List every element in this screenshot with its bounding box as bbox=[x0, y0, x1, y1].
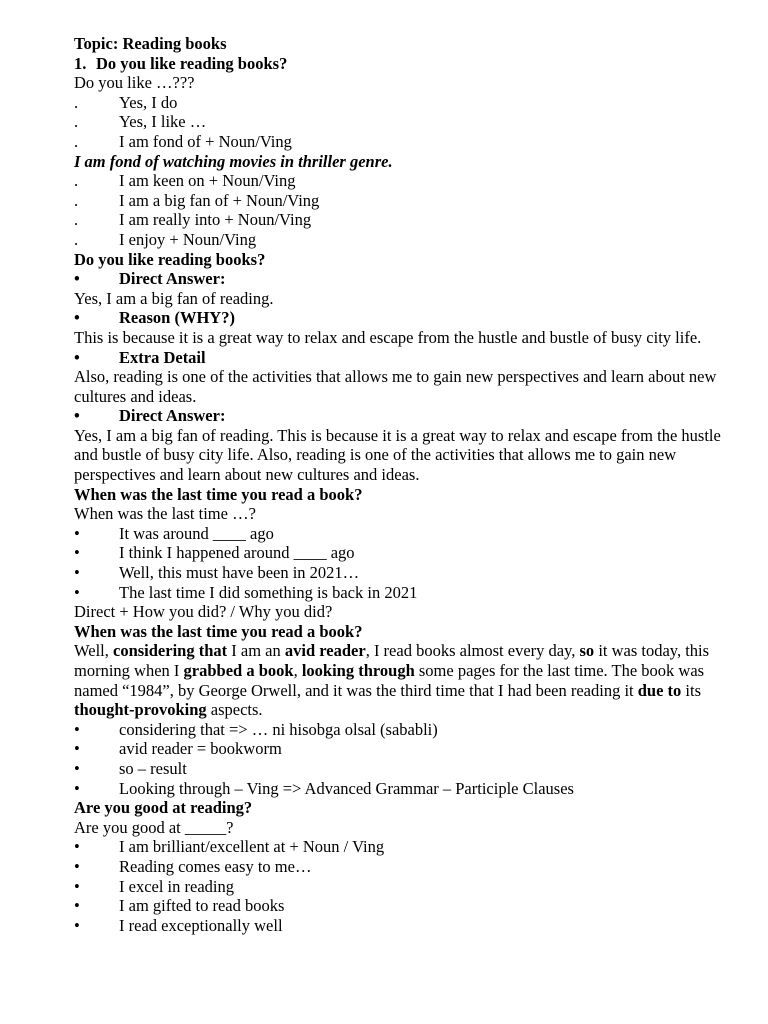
text-run: its bbox=[681, 680, 701, 700]
list-item bbox=[74, 171, 734, 191]
list-item-text: I am brilliant/excellent at + Noun / Ving bbox=[119, 837, 385, 857]
text-run: I am an bbox=[227, 641, 285, 661]
list-item bbox=[74, 93, 734, 113]
model-answer-paragraph bbox=[74, 641, 734, 719]
heading-last-time: When was the last time you read a book? bbox=[74, 484, 363, 504]
bold-phrase: so bbox=[579, 641, 595, 661]
list-item bbox=[74, 583, 734, 603]
bullet-marker: • bbox=[74, 347, 80, 367]
list-marker: • bbox=[74, 758, 80, 778]
extra-label: Extra Detail bbox=[119, 347, 206, 367]
question-1 bbox=[74, 54, 734, 74]
heading-last-time-2: When was the last time you read a book? bbox=[74, 621, 363, 641]
list-item bbox=[74, 779, 734, 799]
reason-label: Reason (WHY?) bbox=[119, 308, 235, 328]
bullet-marker: • bbox=[74, 406, 80, 426]
list-item-text: Looking through – Ving => Advanced Grammar – Participle Clauses bbox=[119, 778, 574, 798]
text-run: , bbox=[293, 661, 302, 680]
list-item bbox=[74, 896, 734, 916]
list-marker: • bbox=[74, 543, 80, 563]
text-run: , I read books almost every day, bbox=[365, 641, 580, 661]
list-marker: • bbox=[74, 719, 80, 739]
list-item-text: Well, this must have been in 2021… bbox=[119, 563, 360, 583]
direct-answer2-label: Direct Answer: bbox=[119, 406, 226, 426]
list-item-text: I am really into + Noun/Ving bbox=[119, 210, 312, 230]
list-item-text: I read exceptionally well bbox=[119, 915, 283, 935]
direct-answer2-label-row bbox=[74, 406, 734, 426]
dot-list-1 bbox=[74, 93, 734, 152]
list-item-text: Yes, I like … bbox=[119, 112, 207, 132]
bullet-list-good bbox=[74, 837, 734, 935]
list-marker: • bbox=[74, 896, 80, 916]
bullet-list-vocab bbox=[74, 720, 734, 798]
list-item-text: It was around ____ ago bbox=[119, 523, 274, 543]
list-item-text: I excel in reading bbox=[119, 876, 234, 896]
list-marker: . bbox=[74, 190, 79, 210]
list-item-text: The last time I did something is back in 2021 bbox=[119, 582, 418, 602]
document-body bbox=[74, 34, 734, 935]
list-item-text: Yes, I do bbox=[119, 92, 178, 112]
list-marker: • bbox=[74, 582, 80, 602]
list-item bbox=[74, 563, 734, 583]
direct-answer-label: Direct Answer: bbox=[119, 269, 226, 289]
list-marker: . bbox=[74, 210, 79, 230]
example-sentence: I am fond of watching movies in thriller genre. bbox=[74, 151, 393, 171]
list-marker: • bbox=[74, 739, 80, 759]
list-marker: . bbox=[74, 112, 79, 132]
bold-phrase: thought-provoking bbox=[74, 700, 207, 720]
list-marker: • bbox=[74, 915, 80, 935]
list-item-text: I enjoy + Noun/Ving bbox=[119, 229, 257, 249]
question-text: Do you like reading books? bbox=[96, 53, 288, 73]
list-item-text: so – result bbox=[119, 758, 187, 778]
direct-how-note: Direct + How you did? / Why you did? bbox=[74, 602, 333, 622]
list-item bbox=[74, 230, 734, 250]
heading-good-at-reading: Are you good at reading? bbox=[74, 798, 253, 818]
bullet-marker: • bbox=[74, 308, 80, 328]
list-item-text: considering that => … ni hisobga olsal (sababli) bbox=[119, 719, 438, 739]
bold-phrase: looking through bbox=[301, 661, 415, 680]
topic-heading: Topic: Reading books bbox=[74, 34, 227, 53]
list-marker: . bbox=[74, 131, 79, 151]
list-item-text: Reading comes easy to me… bbox=[119, 856, 312, 876]
reason-label-row bbox=[74, 308, 734, 328]
bullet-marker: • bbox=[74, 269, 80, 289]
bullet-list-last-time bbox=[74, 524, 734, 602]
heading-like-reading: Do you like reading books? bbox=[74, 249, 266, 269]
list-item bbox=[74, 837, 734, 857]
list-item bbox=[74, 132, 734, 152]
list-marker: • bbox=[74, 563, 80, 583]
direct-answer2-text: Yes, I am a big fan of reading. This is because it is a great way to relax and escape from the hustle and bustle of busy city life. Also, reading is one of the activities that allows me to gain new perspectives and learn about new cultures and ideas. bbox=[74, 425, 721, 485]
reason-text: This is because it is a great way to relax and escape from the hustle and bustle of busy city life. bbox=[74, 327, 702, 347]
bold-phrase: due to bbox=[637, 680, 682, 700]
list-item bbox=[74, 191, 734, 211]
list-marker: • bbox=[74, 778, 80, 798]
bold-phrase: avid reader bbox=[284, 641, 366, 661]
direct-answer-text: Yes, I am a big fan of reading. bbox=[74, 288, 274, 308]
list-item bbox=[74, 739, 734, 759]
prompt-are-you-good: Are you good at _____? bbox=[74, 817, 234, 837]
list-item bbox=[74, 916, 734, 936]
list-marker: • bbox=[74, 837, 80, 857]
list-item bbox=[74, 857, 734, 877]
list-item bbox=[74, 210, 734, 230]
list-item-text: avid reader = bookworm bbox=[119, 739, 282, 759]
text-run: Well, bbox=[74, 641, 113, 661]
prompt-when-last: When was the last time …? bbox=[74, 504, 256, 524]
list-item bbox=[74, 543, 734, 563]
bold-phrase: grabbed a book bbox=[183, 661, 294, 680]
list-marker: . bbox=[74, 229, 79, 249]
list-item bbox=[74, 759, 734, 779]
extra-text: Also, reading is one of the activities that allows me to gain new perspectives and learn about new cultures and ideas. bbox=[74, 367, 717, 406]
text-run: some pages for the last time. The book was named “1984”, by George Orwell, and it was the third time that I had been reading it bbox=[74, 661, 705, 700]
direct-answer-label-row bbox=[74, 269, 734, 289]
dot-list-2 bbox=[74, 171, 734, 249]
text-run: aspects. bbox=[206, 700, 263, 720]
list-item bbox=[74, 112, 734, 132]
list-marker: . bbox=[74, 171, 79, 191]
extra-label-row bbox=[74, 348, 734, 368]
text-run: it was today, this morning when I bbox=[74, 641, 710, 680]
bold-phrase: considering that bbox=[113, 641, 228, 661]
list-item-text: I am fond of + Noun/Ving bbox=[119, 131, 292, 151]
list-item bbox=[74, 877, 734, 897]
list-item-text: I am gifted to read books bbox=[119, 896, 285, 916]
list-item bbox=[74, 524, 734, 544]
question-number: 1. bbox=[74, 53, 87, 73]
list-marker: • bbox=[74, 523, 80, 543]
list-item bbox=[74, 720, 734, 740]
list-item-text: I am keen on + Noun/Ving bbox=[119, 171, 296, 191]
list-item-text: I think I happened around ____ ago bbox=[119, 543, 355, 563]
list-marker: • bbox=[74, 856, 80, 876]
list-item-text: I am a big fan of + Noun/Ving bbox=[119, 190, 320, 210]
prompt-do-you-like: Do you like …??? bbox=[74, 73, 195, 93]
list-marker: . bbox=[74, 92, 79, 112]
list-marker: • bbox=[74, 876, 80, 896]
